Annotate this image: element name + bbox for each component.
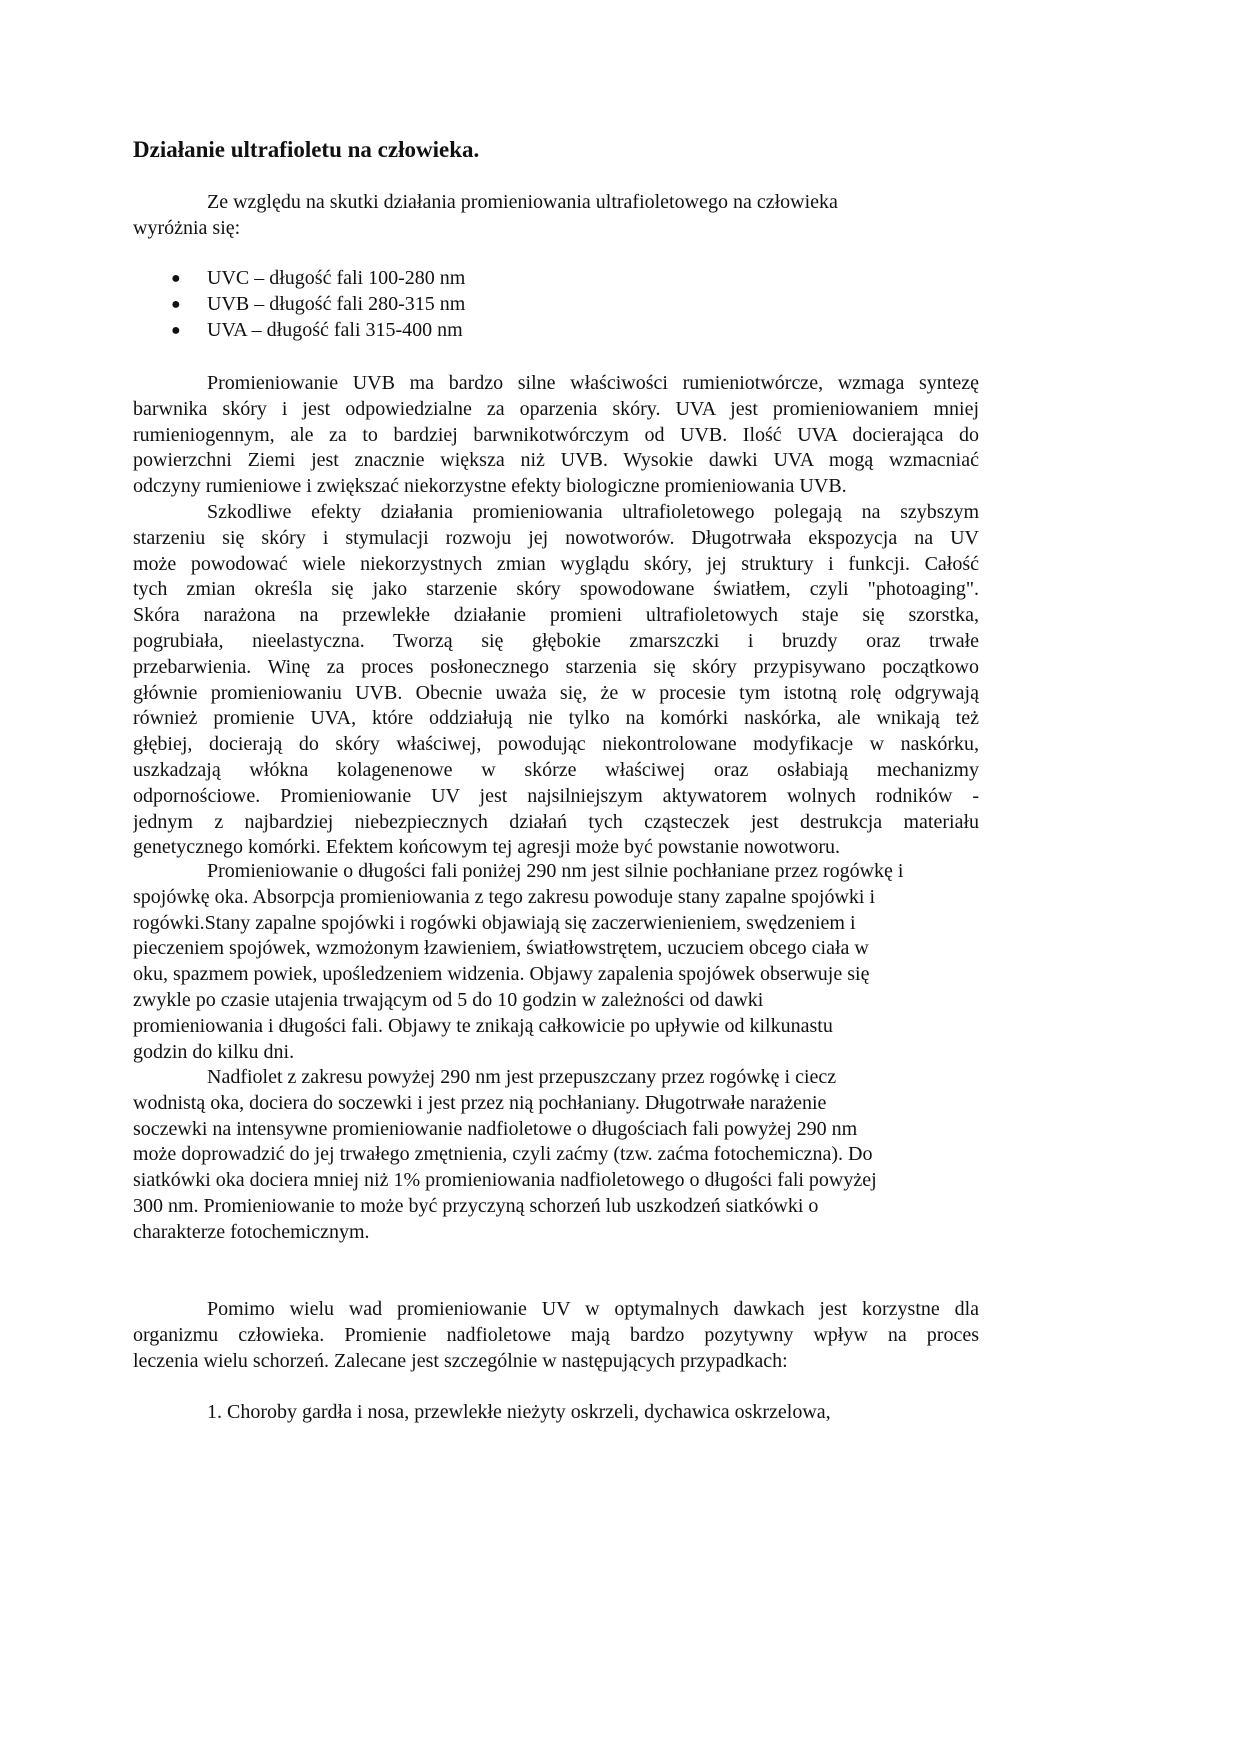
uv-bullet-list (133, 266, 979, 343)
list-item (133, 266, 979, 292)
bullet-icon: ● (171, 295, 181, 313)
text-line: wodnistą oka, dociera do soczewki i jest przez nią pochłaniany. Długotrwałe narażenie (133, 1091, 827, 1114)
text-line: spojówkę oka. Absorpcja promieniowania z tego zakresu powoduje stany zapalne spojówki i (133, 885, 876, 908)
text-line: wyróżnia się: (133, 216, 241, 239)
text-line: genetycznego komórki. Efektem końcowym tej agresji może być powstanie nowotworu. (133, 836, 841, 859)
text-line: jednym z najbardziej niebezpiecznych działań tych cząsteczek jest destrukcja materiału (133, 810, 979, 833)
bullet-icon: ● (171, 321, 181, 339)
text-line: tych zmian określa się jako starzenie skóry spowodowane światłem, czyli "photoaging". (133, 578, 979, 601)
paragraph-eye-effects (133, 859, 979, 1065)
text-line: Skóra narażona na przewlekłe działanie promieni ultrafioletowych staje się szorstka, (133, 604, 979, 627)
text-line: może powodować wiele niekorzystnych zmian wyglądu skóry, jej struktury i funkcji. Całość (133, 552, 979, 575)
paragraph-lens-effects (133, 1065, 979, 1246)
text-line: godzin do kilku dni. (133, 1040, 295, 1063)
text-line: pieczeniem spojówek, wzmożonym łzawieniem, światłowstrętem, uczuciem obcego ciała w (133, 937, 869, 960)
text-line: barwnika skóry i jest odpowiedzialne za oparzenia skóry. UVA jest promieniowaniem mniej (133, 397, 979, 420)
text-line: odczyny rumieniowe i zwiększać niekorzystne efekty biologiczne promieniowania UVB. (133, 475, 847, 498)
text-line: Nadfiolet z zakresu powyżej 290 nm jest przepuszczany przez rogówkę i ciecz (207, 1066, 837, 1088)
document-title: Działanie ultrafioletu na człowieka. (133, 137, 480, 162)
list-item-text: UVA – długość fali 315-400 nm (207, 318, 463, 341)
list-item (133, 292, 979, 318)
text-line: charakterze fotochemicznym. (133, 1220, 370, 1243)
text-line: głębiej, docierają do skóry właściwej, powodując niekontrolowane modyfikacje w naskórku, (133, 733, 979, 756)
text-line: również promienie UVA, które oddziałują nie tylko na komórki naskórka, ale wnikają też (133, 707, 979, 730)
text-line: Pomimo wielu wad promieniowanie UV w optymalnych dawkach jest korzystne dla (207, 1298, 979, 1320)
text-line: leczenia wielu schorzeń. Zalecane jest szczególnie w następujących przypadkach: (133, 1349, 788, 1372)
numbered-list (133, 1400, 979, 1426)
text-line: Ze względu na skutki działania promieniowania ultrafioletowego na człowieka (207, 191, 838, 213)
paragraph-harmful-effects (133, 500, 979, 861)
list-item: 1. Choroby gardła i nosa, przewlekłe nieżyty oskrzeli, dychawica oskrzelowa, (207, 1401, 831, 1423)
bullet-icon: ● (171, 270, 181, 287)
text-line: soczewki na intensywne promieniowanie nadfioletowe o długościach fali powyżej 290 nm (133, 1117, 858, 1140)
text-line: głównie promieniowaniu UVB. Obecnie uważa się, że w procesie tym istotną rolę odgrywają (133, 681, 979, 704)
list-item (133, 318, 979, 344)
list-item-text: UVC – długość fali 100-280 nm (207, 267, 466, 289)
text-line: odpornościowe. Promieniowanie UV jest najsilniejszym aktywatorem wolnych rodników - (133, 784, 979, 807)
text-line: uszkadzają włókna kolagenenowe w skórze właściwej oraz osłabiają mechanizmy (133, 758, 979, 781)
text-line: starzeniu się skóry i stymulacji rozwoju jej nowotworów. Długotrwała ekspozycja na UV (133, 526, 979, 549)
text-line: siatkówki oka dociera mniej niż 1% promieniowania nadfioletowego o długości fali powyżej (133, 1169, 877, 1192)
text-line: oku, spazmem powiek, upośledzeniem widzenia. Objawy zapalenia spojówek obserwuje się (133, 963, 870, 986)
text-line: promieniowania i długości fali. Objawy te znikają całkowicie po upływie od kilkunastu (133, 1014, 833, 1037)
paragraph-benefits (133, 1297, 979, 1374)
text-line: powierzchni Ziemi jest znacznie większa niż UVB. Wysokie dawki UVA mogą wzmacniać (133, 449, 979, 472)
text-line: organizmu człowieka. Promienie nadfioletowe mają bardzo pozytywny wpływ na proces (133, 1323, 979, 1346)
text-line: Szkodliwe efekty działania promieniowania ultrafioletowego polegają na szybszym (207, 501, 979, 523)
text-line: przebarwienia. Winę za proces posłonecznego starzenia się skóry przypisywano początkowo (133, 655, 979, 678)
text-line: pogrubiała, nieelastyczna. Tworzą się głębokie zmarszczki i bruzdy oraz trwałe (133, 629, 979, 652)
text-line: rumieniogennym, ale za to bardziej barwnikotwórczym od UVB. Ilość UVA docierająca do (133, 423, 979, 446)
intro-paragraph (133, 190, 979, 242)
text-line: może doprowadzić do jej trwałego zmętnienia, czyli zaćmy (tzw. zaćma fotochemiczna). Do (133, 1143, 873, 1166)
text-line: zwykle po czasie utajenia trwającym od 5 do 10 godzin w zależności od dawki (133, 988, 764, 1011)
text-line: rogówki.Stany zapalne spojówki i rogówki objawiają się zaczerwienieniem, swędzeniem i (133, 911, 856, 934)
list-item-text: UVB – długość fali 280-315 nm (207, 292, 466, 315)
text-line: Promieniowanie o długości fali poniżej 290 nm jest silnie pochłaniane przez rogówkę i (207, 860, 904, 882)
paragraph-uvb-uva (133, 371, 979, 500)
text-line: 300 nm. Promieniowanie to może być przyczyną schorzeń lub uszkodzeń siatkówki o (133, 1194, 819, 1217)
text-line: Promieniowanie UVB ma bardzo silne właściwości rumieniotwórcze, wzmaga syntezę (207, 372, 979, 394)
